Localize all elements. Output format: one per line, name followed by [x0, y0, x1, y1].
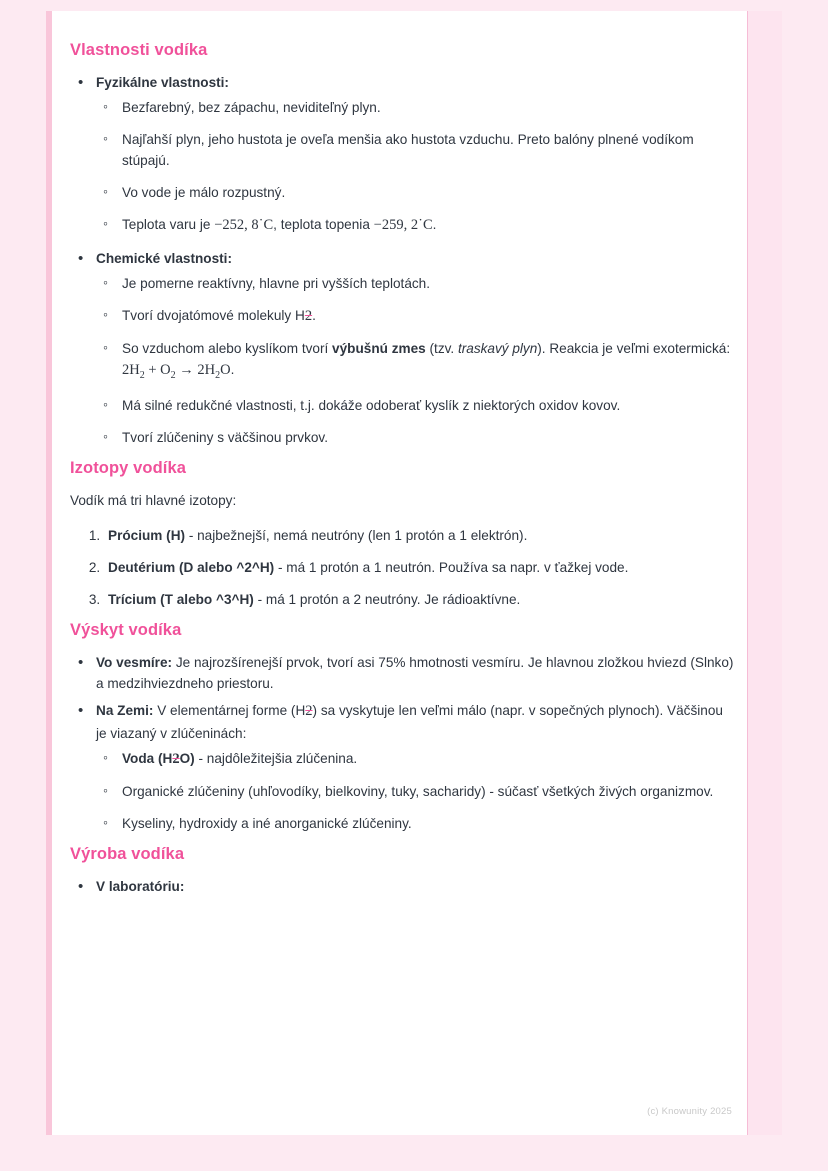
list-item-text: Najľahší plyn, jeho hustota je oveľa menšia ako hustota vzduchu. Preto balóny plnené vodíkom stúpajú. — [122, 132, 694, 169]
list-item-label: V laboratóriu: — [96, 879, 185, 895]
list-item-text: Bezfarebný, bez zápachu, neviditeľný plyn. — [122, 100, 381, 116]
list-item-text: Má silné redukčné vlastnosti, t.j. dokáže odoberať kyslík z niektorých oxidov kovov. — [122, 397, 621, 413]
list-item — [96, 182, 734, 203]
paragraph-izotopy: Vodík má tri hlavné izotopy: — [70, 492, 237, 508]
left-accent-bar — [46, 11, 52, 1135]
section-heading-vyroba: Výroba vodíka — [70, 845, 185, 864]
sublist-chemicke — [96, 273, 734, 448]
section-heading-vyskyt: Výskyt vodíka — [70, 621, 182, 640]
list-item-label: Chemické vlastnosti: — [96, 250, 232, 266]
list-item-text: - má 1 protón a 2 neutróny. Je rádioaktívne. — [253, 592, 521, 608]
document-sheet — [46, 11, 782, 1135]
list-item-text: Je pomerne reaktívny, hlavne pri vyšších teplotách. — [122, 275, 431, 291]
list-item-text: V elementárnej forme (H2) sa vyskytuje len veľmi málo (napr. v sopečných plynoch). Väčšinou je viazaný v zlúčeninách: — [96, 703, 723, 741]
list-item — [96, 129, 734, 171]
sublist-na-zemi — [96, 748, 734, 835]
list-item-text: Organické zlúčeniny (uhľovodíky, bielkoviny, tuky, sacharidy) - súčasť všetkých živých organizmov. — [122, 784, 714, 800]
list-item-label: Deutérium (D alebo ^2^H) — [108, 560, 275, 576]
list-item-text: Teplota varu je −252, 8˙C, teplota topenia −259, 2˙C. — [122, 217, 437, 234]
list-item — [96, 395, 734, 416]
list-item-label: Vo vesmíre: — [96, 655, 173, 671]
list-item — [96, 813, 734, 834]
list-item — [70, 248, 734, 448]
list-item — [96, 273, 734, 294]
list-item — [96, 338, 734, 383]
list-item-text: - má 1 protón a 1 neutrón. Používa sa napr. v ťažkej vode. — [274, 560, 629, 576]
list-item — [104, 589, 734, 610]
list-vlastnosti — [70, 72, 734, 448]
list-item — [96, 781, 734, 802]
list-item-text: So vzduchom alebo kyslíkom tvorí výbušnú zmes (tzv. traskavý plyn). Reakcia je veľmi exotermická: $2H_2 + O_2 \to 2H_2O$. — [122, 341, 731, 382]
list-item — [70, 652, 734, 694]
list-item — [96, 748, 734, 770]
list-item-text: Tvorí dvojatómové molekuly H2. — [122, 307, 316, 324]
list-item — [96, 427, 734, 448]
sublist-fyzikalne — [96, 97, 734, 237]
list-item-label: Trícium (T alebo ^3^H) — [108, 592, 254, 608]
document-content — [70, 11, 734, 904]
list-item-text: Vo vode je málo rozpustný. — [122, 185, 286, 201]
list-item — [104, 557, 734, 578]
list-item — [96, 214, 734, 236]
list-item — [96, 305, 734, 327]
list-vyroba — [70, 876, 734, 897]
list-izotopy — [70, 525, 734, 610]
list-item — [96, 97, 734, 118]
list-item-text: Je najrozšírenejší prvok, tvorí asi 75% hmotnosti vesmíru. Je hlavnou zložkou hviezd (Slnko) a medzihviezdneho priestoru. — [96, 655, 734, 692]
list-item — [70, 876, 734, 897]
list-item-label: Prócium (H) — [108, 528, 186, 544]
list-item-label: Na Zemi: — [96, 703, 154, 719]
list-item-label: Fyzikálne vlastnosti: — [96, 75, 229, 90]
list-item-text: - najdôležitejšia zlúčenina. — [194, 750, 358, 766]
list-item-text: Kyseliny, hydroxidy a iné anorganické zlúčeniny. — [122, 816, 412, 832]
list-item — [70, 72, 734, 237]
right-margin-band — [747, 11, 782, 1135]
list-item-label: Voda (H2O) — [122, 750, 195, 767]
section-heading-izotopy: Izotopy vodíka — [70, 458, 186, 477]
list-item — [104, 525, 734, 546]
copyright-notice: (c) Knowunity 2025 — [647, 1106, 732, 1117]
list-item-text: Tvorí zlúčeniny s väčšinou prvkov. — [122, 429, 328, 445]
list-item-text: - najbežnejší, nemá neutróny (len 1 protón a 1 elektrón). — [185, 528, 528, 544]
list-vyskyt — [70, 652, 734, 834]
section-heading-vlastnosti: Vlastnosti vodíka — [70, 41, 208, 59]
list-item — [70, 700, 734, 834]
